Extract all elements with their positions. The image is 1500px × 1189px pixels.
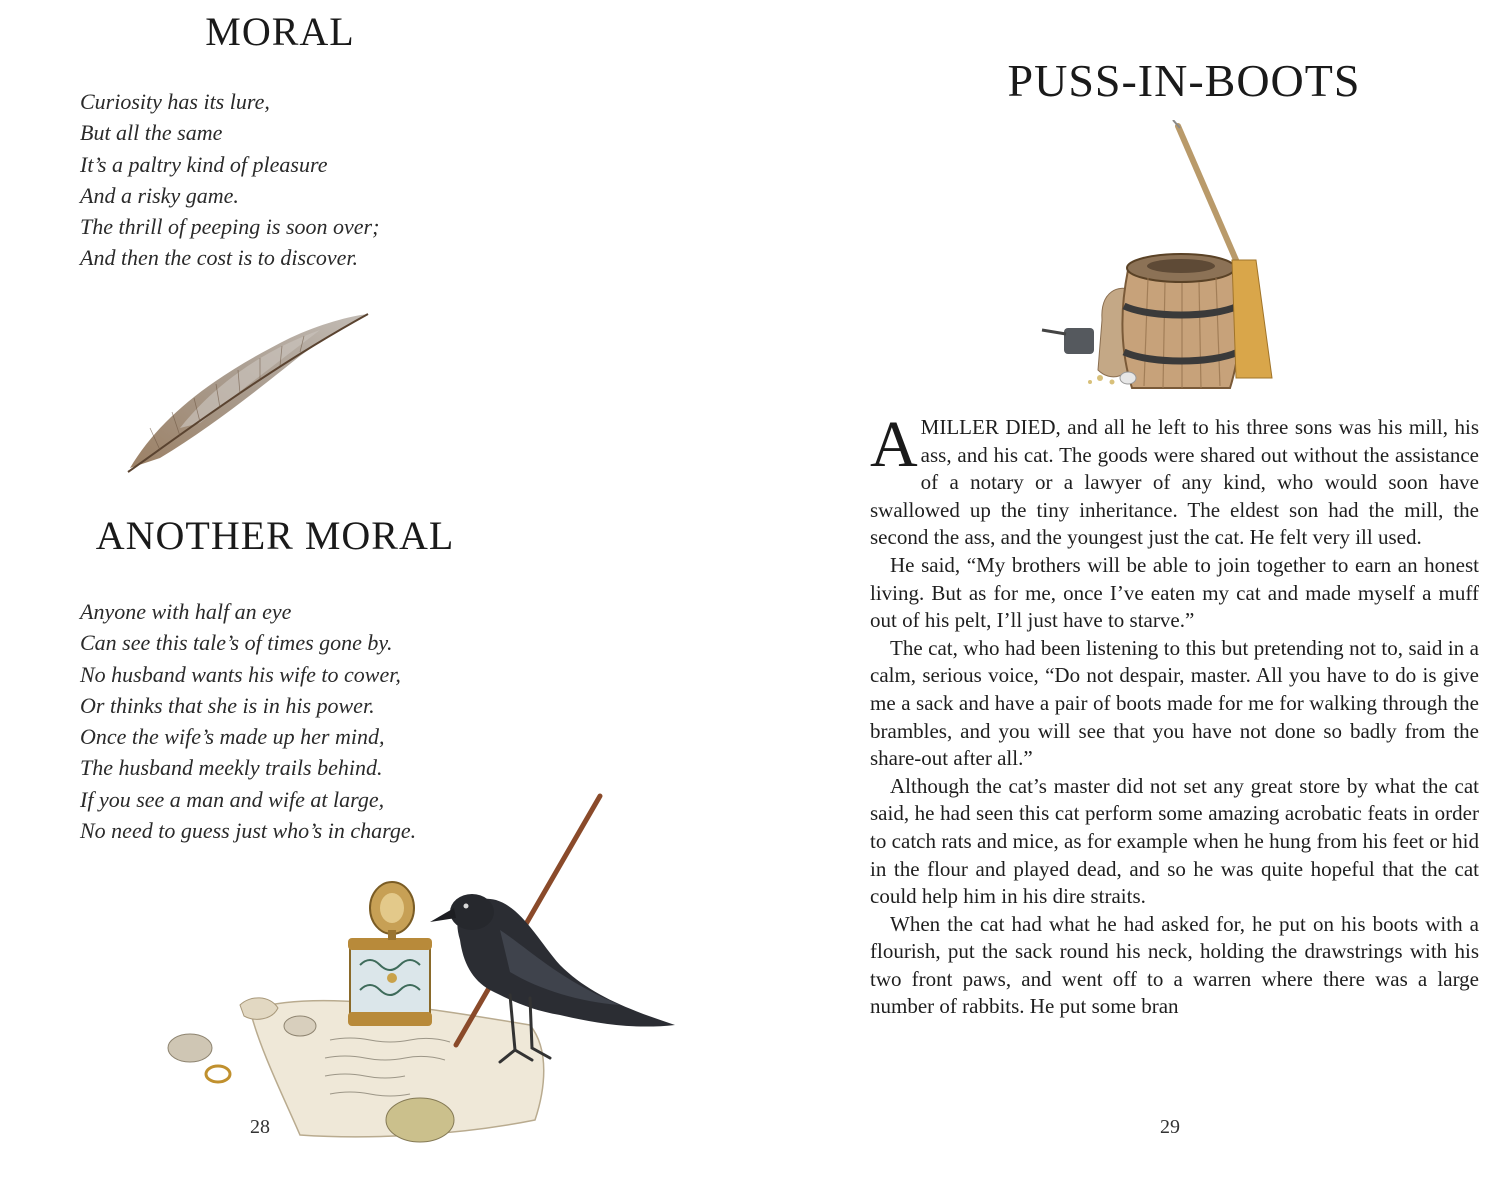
story-paragraph: When the cat had what he had asked for, he put on his boots with a flourish, put the sack round his neck, holding the drawstrings with his two front paws, and went off to a warren where there was a large number of rabbits. He put some bran — [870, 911, 1479, 1019]
crow-inkpot-illustration — [160, 790, 690, 1150]
story-paragraph: The cat, who had been listening to this but pretending not to, said in a calm, serious voice, “Do not despair, master. All you have to do is give me a sack and have a pair of boots made for me for walking through the brambles, and you will see that you have not done so badly from the share-out after all.” — [870, 635, 1479, 771]
drop-cap: A — [870, 408, 918, 481]
moral-verse — [80, 86, 379, 274]
verse-line: Or thinks that she is in his power. — [80, 692, 375, 718]
verse-line: Anyone with half an eye — [80, 599, 292, 624]
verse-line: If you see a man and wife at large, — [80, 786, 385, 812]
verse-line: Once the wife’s made up her mind, — [80, 724, 385, 750]
page-number: 28 — [250, 1116, 270, 1138]
verse-line: And a risky game. — [80, 182, 239, 208]
story-paragraph: Although the cat’s master did not set any great store by what the cat said, he had seen this cat perform some amazing acrobatic feats in order to catch rats and mice, as for example when he hung from his feet or hid in the flour and played dead, and so he was quite hopeful that the cat could help him in his dire straits. — [870, 773, 1479, 909]
verse-line: The thrill of peeping is soon over; — [80, 214, 380, 240]
verse-line: And then the cost is to discover. — [80, 245, 359, 271]
right-page — [750, 0, 1500, 1189]
story-paragraph — [870, 408, 1479, 552]
moral-title: MORAL — [205, 9, 355, 54]
verse-line: No husband wants his wife to cower, — [80, 661, 401, 687]
verse-line: Can see this tale’s of times gone by. — [80, 630, 393, 656]
story-paragraph: He said, “My brothers will be able to join together to earn an honest living. But as for me, once I’ve eaten my cat and made myself a muff out of his pelt, I’ll just have to starve.” — [870, 552, 1479, 633]
story-text — [870, 408, 1479, 1021]
feather-illustration — [120, 308, 380, 478]
verse-line: The husband meekly trails behind. — [80, 755, 383, 781]
paragraph-text: MILLER DIED, and all he left to his three sons was his mill, his ass, and his cat. The goods were shared out without the assistance of a notary or a lawyer of any kind, who would soon have swallowed up the tiny inheritance. The eldest son had the mill, the second the ass, and the youngest just the cat. He felt very ill used. — [870, 415, 1479, 550]
page-number: 29 — [1160, 1116, 1180, 1138]
verse-line: Curiosity has its lure, — [80, 89, 270, 114]
verse-line: No need to guess just who’s in charge. — [80, 818, 417, 844]
story-title: PUSS-IN-BOOTS — [1007, 55, 1361, 106]
verse-line: But all the same — [80, 120, 223, 146]
verse-line: It’s a paltry kind of pleasure — [80, 151, 328, 177]
barrel-illustration — [1040, 120, 1290, 395]
another-moral-title: ANOTHER MORAL — [95, 513, 455, 558]
